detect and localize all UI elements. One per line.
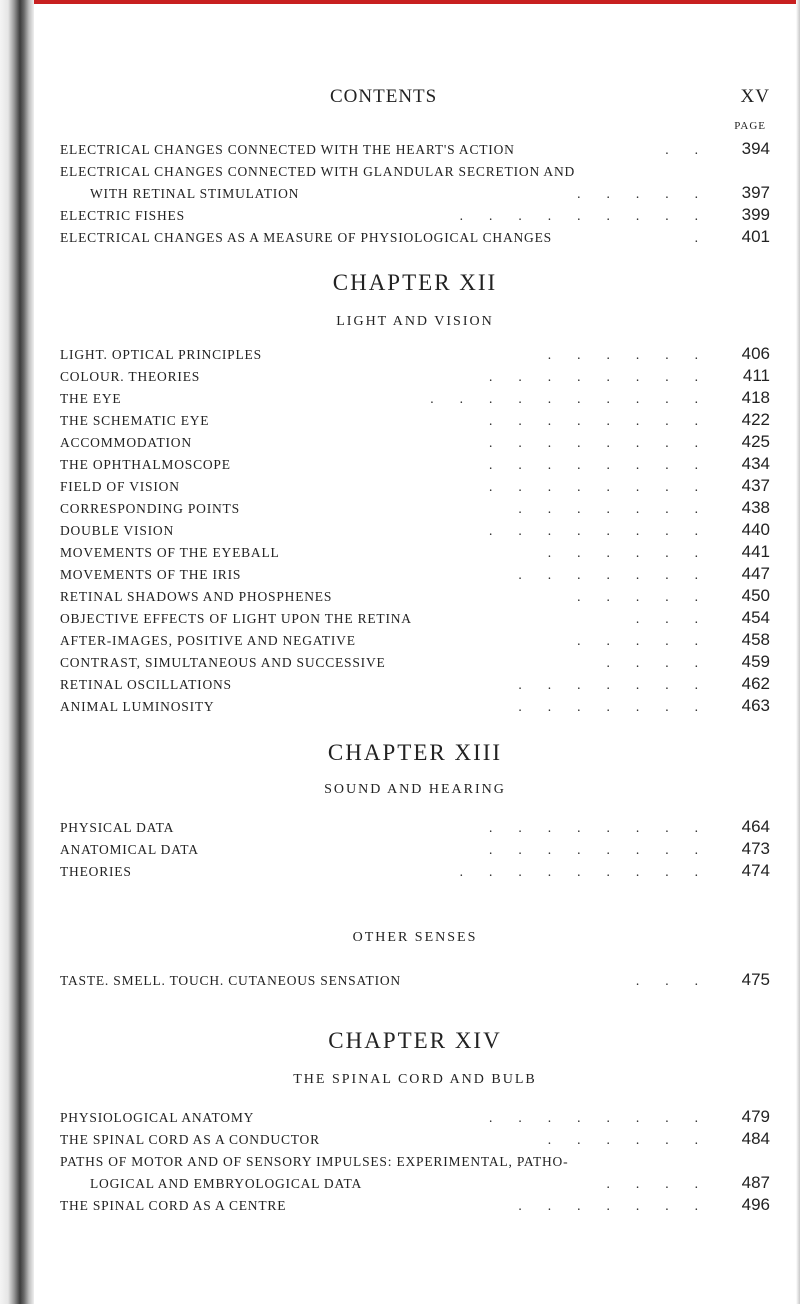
chapter-subtitle: SOUND AND HEARING	[324, 782, 506, 797]
toc-entry[interactable]	[60, 1154, 770, 1176]
toc-entry-title: PHYSIOLOGICAL ANATOMY	[60, 1110, 255, 1125]
toc-entry[interactable]	[60, 432, 770, 457]
toc-entry-page: 422	[741, 410, 770, 429]
leader-dots: ........	[489, 413, 724, 428]
leader-dots: ........	[489, 820, 724, 835]
toc-entry-title: ELECTRICAL CHANGES CONNECTED WITH GLANDULAR SECRETION AND	[60, 164, 576, 179]
toc-entry-page: 473	[741, 839, 770, 858]
page-column-label: PAGE	[734, 120, 766, 132]
toc-entry-continuation[interactable]	[90, 183, 770, 208]
toc-entry-title: OBJECTIVE EFFECTS OF LIGHT UPON THE RETINA	[60, 611, 412, 626]
toc-entry-page: 463	[741, 696, 770, 715]
leader-dots: ......	[547, 347, 724, 362]
toc-entry[interactable]	[60, 586, 770, 611]
leader-dots: .........	[459, 864, 724, 879]
toc-entry-title: RETINAL OSCILLATIONS	[60, 677, 232, 692]
toc-entry-page: 462	[741, 674, 770, 693]
toc-entry-title: THE EYE	[60, 391, 122, 406]
section-subheading: OTHER SENSES	[352, 930, 478, 945]
leader-dots: ........	[489, 435, 724, 450]
toc-entry[interactable]	[60, 839, 770, 864]
toc-entry-page: 441	[741, 542, 770, 561]
toc-entry-title: CONTRAST, SIMULTANEOUS AND SUCCESSIVE	[60, 655, 386, 670]
toc-entry[interactable]	[60, 1107, 770, 1132]
toc-entry[interactable]	[60, 542, 770, 567]
toc-entry-page: 406	[741, 344, 770, 363]
toc-entry[interactable]	[60, 652, 770, 677]
chapter-heading: CHAPTER XIII	[327, 740, 503, 765]
leader-dots: ....	[606, 655, 724, 670]
toc-entry-title: PHYSICAL DATA	[60, 820, 175, 835]
toc-entry-title: ELECTRICAL CHANGES CONNECTED WITH THE HEART'S ACTION	[60, 142, 515, 157]
page-number-roman: XV	[740, 86, 770, 107]
toc-entry-page: 438	[741, 498, 770, 517]
toc-entry-page: 474	[741, 861, 770, 880]
toc-entry[interactable]	[60, 454, 770, 479]
toc-entry-page: 411	[742, 366, 770, 385]
toc-entry-title: THE SCHEMATIC EYE	[60, 413, 210, 428]
toc-entry[interactable]	[60, 1129, 770, 1154]
toc-entry[interactable]	[60, 674, 770, 699]
toc-entry-title: ANIMAL LUMINOSITY	[60, 699, 215, 714]
toc-entry-page: 437	[741, 476, 770, 495]
leader-dots: ........	[489, 479, 724, 494]
toc-entry-page: 450	[741, 586, 770, 605]
leader-dots: ........	[489, 1110, 724, 1125]
book-binding-gutter	[0, 0, 34, 1304]
toc-entry[interactable]	[60, 564, 770, 589]
toc-entry[interactable]	[60, 164, 770, 186]
leader-dots: ..	[665, 142, 724, 157]
page-top-edge	[0, 0, 800, 4]
toc-entry-title: DOUBLE VISION	[60, 523, 175, 538]
toc-entry-title: PATHS OF MOTOR AND OF SENSORY IMPULSES: EXPERIMENTAL, PATHO-	[60, 1154, 569, 1169]
page-title: CONTENTS	[330, 86, 438, 107]
toc-entry-title: TASTE. SMELL. TOUCH. CUTANEOUS SENSATION	[60, 973, 401, 988]
toc-entry[interactable]	[60, 970, 770, 995]
leader-dots: ....	[606, 1176, 724, 1191]
chapter-subtitle: THE SPINAL CORD AND BULB	[293, 1072, 537, 1087]
toc-entry-page: 394	[741, 139, 770, 158]
leader-dots: .......	[518, 567, 724, 582]
toc-entry-page: 447	[741, 564, 770, 583]
toc-entry-title: AFTER-IMAGES, POSITIVE AND NEGATIVE	[60, 633, 356, 648]
leader-dots: ........	[489, 369, 724, 384]
toc-entry[interactable]	[60, 696, 770, 721]
toc-entry-title: FIELD OF VISION	[60, 479, 180, 494]
leader-dots: .....	[577, 589, 724, 604]
leader-dots: .......	[518, 699, 724, 714]
toc-entry-title: CORRESPONDING POINTS	[60, 501, 240, 516]
chapter-heading: CHAPTER XII	[332, 270, 498, 295]
page-right-edge	[796, 0, 800, 1304]
toc-entry-page: 397	[741, 183, 770, 202]
toc-entry[interactable]	[60, 410, 770, 435]
toc-entry[interactable]	[60, 227, 770, 252]
toc-entry-page: 418	[741, 388, 770, 407]
toc-entry[interactable]	[60, 205, 770, 230]
toc-entry-title: ACCOMMODATION	[60, 435, 192, 450]
toc-entry-page: 459	[741, 652, 770, 671]
toc-entry-title: ELECTRICAL CHANGES AS A MEASURE OF PHYSIOLOGICAL CHANGES	[60, 230, 552, 245]
leader-dots: ......	[547, 1132, 724, 1147]
leader-dots: .......	[518, 501, 724, 516]
toc-entry-page: 496	[741, 1195, 770, 1214]
leader-dots: .......	[518, 1198, 724, 1213]
toc-entry[interactable]	[60, 476, 770, 501]
leader-dots: ..........	[430, 391, 724, 406]
chapter-subtitle: LIGHT AND VISION	[336, 314, 494, 329]
toc-entry-title: THE SPINAL CORD AS A CENTRE	[60, 1198, 287, 1213]
chapter-heading: CHAPTER XIV	[328, 1028, 502, 1053]
toc-entry[interactable]	[60, 366, 770, 391]
toc-entry-page: 487	[741, 1173, 770, 1192]
toc-entry-title: LOGICAL AND EMBRYOLOGICAL DATA	[90, 1176, 363, 1191]
toc-entry-title: RETINAL SHADOWS AND PHOSPHENES	[60, 589, 333, 604]
toc-entry-title: MOVEMENTS OF THE EYEBALL	[60, 545, 280, 560]
toc-entry[interactable]	[60, 630, 770, 655]
toc-entry-page: 401	[741, 227, 770, 246]
toc-entry-page: 434	[741, 454, 770, 473]
toc-entry-title: ELECTRIC FISHES	[60, 208, 185, 223]
toc-entry-title: MOVEMENTS OF THE IRIS	[60, 567, 242, 582]
leader-dots: ........	[489, 457, 724, 472]
leader-dots: .....	[577, 633, 724, 648]
toc-entry-page: 440	[741, 520, 770, 539]
toc-entry[interactable]	[60, 520, 770, 545]
toc-entry-continuation[interactable]	[90, 1173, 770, 1198]
toc-entry-title: THE OPHTHALMOSCOPE	[60, 457, 231, 472]
toc-entry-title: THEORIES	[60, 864, 132, 879]
toc-entry-page: 399	[741, 205, 770, 224]
toc-entry[interactable]	[60, 1195, 770, 1220]
leader-dots: .....	[577, 186, 724, 201]
toc-entry-title: COLOUR. THEORIES	[60, 369, 201, 384]
toc-entry[interactable]	[60, 861, 770, 886]
leader-dots: ........	[489, 523, 724, 538]
leader-dots: ........	[489, 842, 724, 857]
toc-entry-page: 458	[741, 630, 770, 649]
toc-entry[interactable]	[60, 388, 770, 413]
toc-entry-page: 475	[741, 970, 770, 989]
toc-entry-page: 484	[741, 1129, 770, 1148]
toc-entry[interactable]	[60, 139, 770, 164]
toc-entry-title: LIGHT. OPTICAL PRINCIPLES	[60, 347, 262, 362]
toc-entry-title: ANATOMICAL DATA	[60, 842, 199, 857]
toc-entry[interactable]	[60, 817, 770, 842]
leader-dots: .	[694, 230, 724, 245]
leader-dots: ...	[635, 973, 724, 988]
toc-entry[interactable]	[60, 498, 770, 523]
leader-dots: ......	[547, 545, 724, 560]
running-header	[60, 86, 770, 112]
toc-entry[interactable]	[60, 344, 770, 369]
toc-entry[interactable]	[60, 608, 770, 633]
leader-dots: .........	[459, 208, 724, 223]
leader-dots: ...	[635, 611, 724, 626]
leader-dots: .......	[518, 677, 724, 692]
toc-entry-title: WITH RETINAL STIMULATION	[90, 186, 300, 201]
toc-entry-page: 454	[741, 608, 770, 627]
toc-entry-page: 464	[741, 817, 770, 836]
toc-entry-title: THE SPINAL CORD AS A CONDUCTOR	[60, 1132, 320, 1147]
toc-entry-page: 479	[741, 1107, 770, 1126]
toc-entry-page: 425	[741, 432, 770, 451]
